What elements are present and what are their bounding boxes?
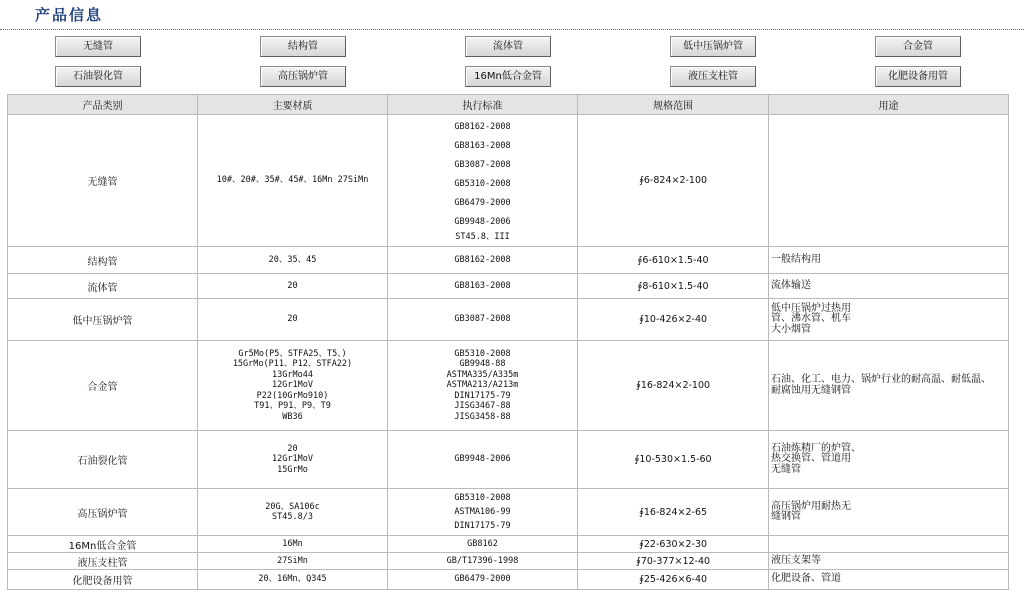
header-usage: 用途 [769, 95, 1009, 115]
header-standard: 执行标准 [388, 95, 578, 115]
row-category: 液压支柱管 [8, 553, 198, 570]
alloy-pipe-button[interactable]: 合金管 [875, 36, 961, 57]
row-spec: ∮70-377×12-40 [578, 553, 769, 570]
row-material [198, 274, 388, 299]
row-usage [769, 115, 1009, 247]
material-line: 16Mn [282, 538, 303, 549]
material-line: 20、35、45 [268, 254, 317, 265]
standard-line: GB8162 [467, 538, 498, 549]
standard-line: GB8163-2008 [454, 280, 511, 291]
row-standard [388, 274, 578, 299]
row-usage [769, 570, 1009, 590]
row-category: 结构管 [8, 247, 198, 274]
row-category: 合金管 [8, 341, 198, 431]
page-title: 产品信息 [35, 6, 104, 24]
row-standard [388, 299, 578, 341]
material-line: 15GrMo(P11、P12、STFA22) [232, 359, 353, 370]
standard-line: ASTMA213/A213m [446, 380, 519, 391]
row-usage [769, 299, 1009, 341]
category-button-bar [0, 36, 1024, 92]
row-spec: ∮6-610×1.5-40 [578, 247, 769, 274]
standard-line: GB5310-2008 [454, 179, 511, 190]
material-line: Gr5Mo(P5、STFA25、T5、) [238, 348, 347, 359]
standard-line: DIN17175-79 [454, 521, 511, 531]
material-line: 12Gr1MoV [272, 380, 313, 391]
material-line: 20 [287, 443, 298, 454]
standard-line: GB8162-2008 [454, 254, 511, 265]
material-line: 12Gr1MoV [272, 454, 313, 465]
fluid-pipe-button[interactable]: 流体管 [465, 36, 551, 57]
row-category: 无缝管 [8, 115, 198, 247]
standard-line: GB5310-2008 [454, 493, 511, 503]
row-spec: ∮10-426×2-40 [578, 299, 769, 341]
row-material [198, 536, 388, 553]
standard-line: JISG3458-88 [454, 411, 511, 422]
high-pressure-boiler-pipe-button[interactable]: 高压锅炉管 [260, 66, 346, 87]
header-category: 产品类别 [8, 95, 198, 115]
row-material [198, 553, 388, 570]
usage-line: 缝钢管 [771, 511, 801, 522]
row-standard [388, 553, 578, 570]
material-line: 15GrMo [277, 464, 308, 475]
row-material [198, 431, 388, 489]
standard-line: ST45.8、III [455, 232, 510, 243]
usage-line: 化肥设备、管道 [771, 573, 841, 585]
row-usage [769, 553, 1009, 570]
structural-pipe-button[interactable]: 结构管 [260, 36, 346, 57]
row-usage [769, 247, 1009, 274]
usage-line: 管、沸水管、机车 [771, 313, 851, 325]
table-header-row [8, 95, 1009, 115]
row-category: 石油裂化管 [8, 431, 198, 489]
row-material [198, 115, 388, 247]
standard-line: GB9948-88 [459, 359, 506, 370]
row-spec: ∮16-824×2-100 [578, 341, 769, 431]
standard-line: GB3087-2008 [454, 160, 511, 171]
standard-line: GB9948-2006 [454, 454, 511, 465]
row-usage [769, 341, 1009, 431]
table-row [8, 489, 1009, 536]
seamless-pipe-button[interactable]: 无缝管 [55, 36, 141, 57]
row-standard [388, 536, 578, 553]
usage-line: 热交换管、管道用 [771, 453, 851, 465]
material-line: 20 [287, 314, 298, 325]
standard-line: GB3087-2008 [454, 314, 511, 325]
table-row [8, 299, 1009, 341]
row-usage [769, 274, 1009, 299]
standard-line: ASTMA106-99 [454, 507, 511, 517]
16mn-low-alloy-pipe-button[interactable]: 16Mn低合金管 [465, 66, 551, 87]
row-spec: ∮8-610×1.5-40 [578, 274, 769, 299]
standard-line: GB6479-2000 [454, 198, 511, 209]
row-usage [769, 431, 1009, 489]
header-spec: 规格范围 [578, 95, 769, 115]
standard-line: GB/T17396-1998 [446, 555, 519, 566]
material-line: 20G、SA106c [265, 501, 320, 512]
standard-line: GB8162-2008 [454, 122, 511, 133]
row-category: 低中压锅炉管 [8, 299, 198, 341]
row-standard [388, 570, 578, 590]
table-row [8, 431, 1009, 489]
petroleum-cracking-pipe-button[interactable]: 石油裂化管 [55, 66, 141, 87]
row-usage [769, 489, 1009, 536]
row-category: 化肥设备用管 [8, 570, 198, 590]
material-line: WB36 [282, 411, 303, 422]
usage-line: 石油、化工、电力、锅炉行业的耐高温、耐低温、 [771, 374, 991, 385]
hydraulic-prop-pipe-button[interactable]: 液压支柱管 [670, 66, 756, 87]
row-category: 高压锅炉管 [8, 489, 198, 536]
usage-line: 耐腐蚀用无缝钢管 [771, 384, 851, 396]
row-standard [388, 431, 578, 489]
header-material: 主要材质 [198, 95, 388, 115]
table-row [8, 341, 1009, 431]
row-standard [388, 341, 578, 431]
row-category: 流体管 [8, 274, 198, 299]
table-row [8, 536, 1009, 553]
material-line: P22(10GrMo910) [256, 390, 329, 401]
low-medium-pressure-boiler-pipe-button[interactable]: 低中压锅炉管 [670, 36, 756, 57]
usage-line: 高压锅炉用耐热无 [771, 500, 851, 512]
title-divider [0, 29, 1024, 30]
row-standard [388, 489, 578, 536]
usage-line: 低中压锅炉过热用 [771, 302, 851, 314]
product-info-table [7, 94, 1009, 590]
row-usage [769, 536, 1009, 553]
standard-line: GB5310-2008 [454, 348, 511, 359]
usage-line: 大小烟管 [771, 323, 811, 335]
standard-line: JISG3467-88 [454, 401, 511, 412]
row-material [198, 570, 388, 590]
table-row [8, 115, 1009, 247]
material-line: ST45.8/3 [272, 512, 313, 522]
row-material [198, 341, 388, 431]
row-material [198, 247, 388, 274]
standard-line: DIN17175-79 [454, 390, 511, 401]
standard-line: GB6479-2000 [454, 574, 511, 585]
row-spec: ∮10-530×1.5-60 [578, 431, 769, 489]
row-spec: ∮22-630×2-30 [578, 536, 769, 553]
row-material [198, 489, 388, 536]
material-line: T91、P91、P9、T9 [254, 401, 331, 412]
table-row [8, 553, 1009, 570]
usage-line: 一般结构用 [771, 253, 821, 265]
row-standard [388, 115, 578, 247]
usage-line: 无缝管 [771, 463, 801, 475]
row-standard [388, 247, 578, 274]
material-line: 20、16Mn、Q345 [258, 574, 327, 585]
row-spec: ∮16-824×2-65 [578, 489, 769, 536]
fertilizer-equipment-pipe-button[interactable]: 化肥设备用管 [875, 66, 961, 87]
usage-line: 石油炼精厂的炉管、 [771, 442, 861, 454]
row-spec: ∮25-426×6-40 [578, 570, 769, 590]
usage-line: 流体输送 [771, 279, 811, 291]
standard-line: ASTMA335/A335m [446, 369, 519, 380]
material-line: 20 [287, 280, 298, 291]
row-spec: ∮6-824×2-100 [578, 115, 769, 247]
row-material [198, 299, 388, 341]
table-row [8, 247, 1009, 274]
standard-line: GB8163-2008 [454, 141, 511, 152]
material-line: 10#、20#、35#、45#、16Mn 27SiMn [216, 175, 369, 186]
table-row [8, 274, 1009, 299]
table-row [8, 570, 1009, 590]
material-line: 27SiMn [277, 555, 308, 566]
material-line: 13GrMo44 [272, 369, 313, 380]
standard-line: GB9948-2006 [454, 217, 511, 228]
usage-line: 液压支架等 [771, 554, 821, 566]
row-category: 16Mn低合金管 [8, 536, 198, 553]
